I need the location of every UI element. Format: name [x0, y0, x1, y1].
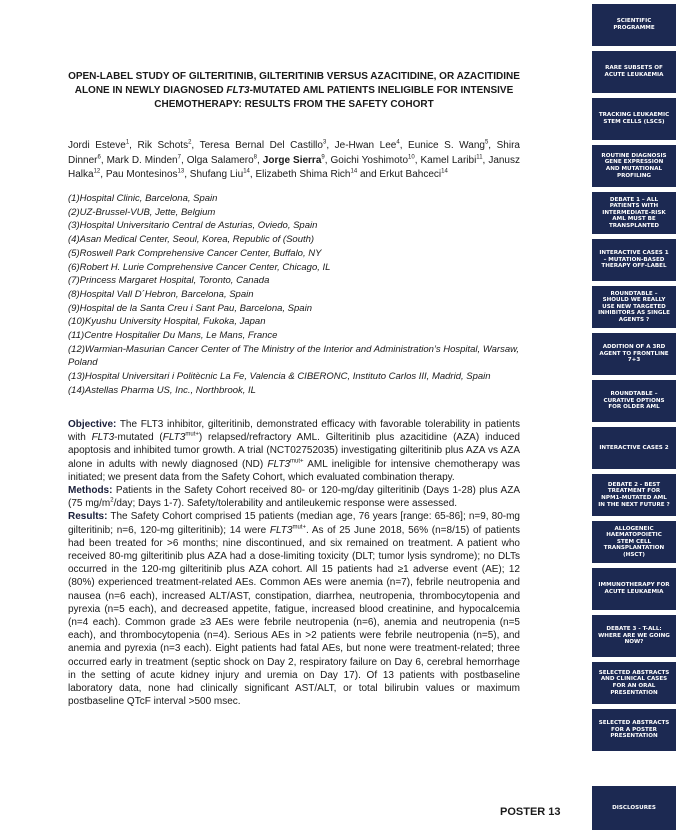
- gene-italic: FLT3: [269, 524, 293, 536]
- author-name: Shira Dinner: [68, 140, 520, 166]
- affiliation-item: (12)Warmian-Masurian Cancer Center of The Ministry of the Interior and Administration’s Hospital, Warsaw, Poland: [68, 343, 520, 369]
- author-affiliation-number: 1: [125, 139, 130, 146]
- author-name: Mark D. Minden: [106, 154, 178, 166]
- results-paragraph: [68, 510, 520, 708]
- author-affiliation-number: 11: [476, 154, 483, 161]
- author-name: Janusz Halka: [68, 154, 520, 180]
- affiliation-item: (10)Kyushu University Hospital, Fukoka, Japan: [68, 316, 266, 328]
- affiliation-item: (5)Roswell Park Comprehensive Cancer Center, Buffalo, NY: [68, 247, 322, 259]
- superscript: mut+: [290, 458, 304, 465]
- methods-label: Methods:: [68, 485, 113, 497]
- author-affiliation-number: 12: [93, 168, 101, 175]
- author-affiliation-number: 2: [188, 139, 192, 146]
- author-affiliation-number: 6: [97, 154, 101, 161]
- author-name: Je-Hwan Lee: [334, 140, 397, 151]
- sidebar-nav-item[interactable]: SCIENTIFIC PROGRAMME: [592, 4, 676, 46]
- author-name: Erkut Bahceci: [379, 169, 442, 180]
- superscript: 2: [110, 497, 114, 504]
- title-part-italic: FLT3: [226, 85, 250, 96]
- author-affiliation-number: 14: [441, 168, 448, 175]
- gene-italic: FLT3: [91, 432, 115, 444]
- sidebar-nav-item[interactable]: ROUNDTABLE – CURATIVE OPTIONS FOR OLDER AML: [592, 380, 676, 422]
- sidebar-nav-item[interactable]: ROUTINE DIAGNOSIS GENE EXPRESSION AND MUTATIONAL PROFILING: [592, 145, 676, 187]
- author-affiliation-number: 5: [484, 139, 489, 146]
- text-segment: AML ineligible for intensive chemotherapy was initiated; we present data from the Safety Cohort, which evaluated combination therapy.: [68, 458, 520, 483]
- text-segment: . As of 25 June 2018, 56% (n=8/15) of patients had been treated for >6 months; nine discontinued, and six remained on treatment. A patient who received 80-mg gilteritinib plus AZA had a dose-limiting toxicity (DLT; tumor lysis syndrome); no DLTs occurred in the 120-mg gilteritinib plus AZA cohort. All 15 patients had ≥1 adverse event (AE); 12 (80%) experienced treatment-related AEs. Common AEs were anemia (n=7), febrile neutropenia and nausea (n=6 each), increased ALT/AST, constipation, diarrhea, neutropenia, thrombocytopenia and pyrexia (n=5 each), and decreased appetite, fatigue, increased blood creatinine, and hypocalcemia (n=4 each). Common grade ≥3 AEs were febrile neutropenia (n=6), anemia and neutropenia (n=5 each), and thrombocytopenia (n=4). Serious AEs in >2 patients were febrile neutropenia (n=5), and anemia and pyrexia (n=3 each). Eight patients had fatal AEs, but none were treatment-related; three occurred early in treatment (septic shock on Day 2, respiratory failure on Day 6, cerebral hemorrhage in the setting of acute kidney injury and uremia on Day 17). Of 13 patients with postbaseline laboratory data, none had clinically significant AST/ALT, or total bilirubin values or maximum postbaseline QTcF interval >500 msec.: [68, 524, 521, 708]
- sidebar-nav-item[interactable]: ALLOGENEIC HAEMATOPOIETIC STEM CELL TRANSPLANTATION (HSCT): [592, 521, 676, 563]
- sidebar-nav-item[interactable]: TRACKING LEUKAEMIC STEM CELLS (LSCS): [592, 98, 676, 140]
- objective-label: Objective:: [68, 419, 117, 430]
- abstract: [68, 418, 520, 708]
- author-affiliation-number: 14: [243, 168, 250, 175]
- author-name: Eunice S. Wang: [408, 140, 485, 151]
- author-affiliation-number: 8: [253, 154, 258, 161]
- sidebar-nav-item[interactable]: IMMUNOTHERAPY FOR ACUTE LEUKAEMIA: [592, 568, 676, 610]
- sidebar-nav-item[interactable]: DEBATE 1 – ALL PATIENTS WITH INTERMEDIATE-RISK AML MUST BE TRANSPLANTED: [592, 192, 676, 234]
- sidebar-nav-item[interactable]: SELECTED ABSTRACTS AND CLINICAL CASES FOR AN ORAL PRESENTATION: [592, 662, 676, 704]
- author-affiliation-number: 3: [322, 139, 327, 146]
- sidebar-nav-item[interactable]: ADDITION OF A 3RD AGENT TO FRONTLINE 7+3: [592, 333, 676, 375]
- affiliation-item: (7)Princess Margaret Hospital, Toronto, Canada: [68, 275, 270, 287]
- author-name: Olga Salamero: [186, 154, 254, 166]
- text-segment: The FLT3 inhibitor, gilteritinib, demonstrated efficacy with favorable tolerability in patients with: [68, 419, 520, 444]
- gene-italic: FLT3: [267, 458, 291, 470]
- author-affiliation-number: 9: [321, 154, 325, 161]
- affiliation-item: (9)Hospital de la Santa Creu i Sant Pau, Barcelona, Spain: [68, 302, 312, 314]
- text-segment: Patients in the Safety Cohort received 80- or 120-mg/day gilteritinib (Days 1-28) plus AZA (75 mg/m: [68, 485, 520, 510]
- author-affiliation-number: 10: [408, 154, 415, 161]
- sidebar-nav-item[interactable]: INTERACTIVE CASES 1 – MUTATION-BASED THERAPY OFF-LABEL: [592, 239, 676, 281]
- gene-italic: FLT3: [162, 432, 186, 444]
- author-name: Goichi Yoshimoto: [330, 154, 409, 166]
- author-name: Kamel Laribi: [420, 154, 477, 166]
- affiliation-item: (3)Hospital Universitario Central de Asturias, Oviedo, Spain: [68, 220, 318, 232]
- title-part: OPEN-LABEL STUDY OF GILTERITINIB, GILTERITINIB VERSUS AZACITIDINE, OR AZACITIDINE ALONE IN NEWLY DIAGNOSED: [68, 71, 520, 96]
- affiliation-item: (14)Astellas Pharma US, Inc., Northbrook, IL: [68, 384, 256, 396]
- sidebar-nav-item[interactable]: DISCLOSURES: [592, 786, 676, 830]
- results-label: Results:: [68, 511, 108, 523]
- text-segment: -mutated (: [114, 432, 163, 444]
- author-name: Jordi Esteve: [68, 140, 126, 151]
- author-affiliation-number: 7: [177, 154, 181, 161]
- author-name: Jorge Sierra: [262, 154, 322, 166]
- author-name: Teresa Bernal Del Castillo: [199, 140, 323, 151]
- text-segment: ) relapsed/refractory AML. Gilteritinib plus azacitidine (AZA) induced apoptosis and inhibited tumor growth. A trial (NCT02752035) investigating gilteritinib plus AZA vs AZA alone in adults with newly diagnosed (ND): [68, 432, 520, 470]
- author-name: Shufang Liu: [189, 169, 244, 180]
- author-list: Jordi Esteve$^1$, Rik Schots$^2$, Teresa Bernal Del Castillo$^3$, Je-Hwan Lee$^4$, Eunice S. Wang$^5$, Shira Dinner$^6$, Mark D. Minden$^7$, Olga Salamero$^8$, Jorge Sierra$^9$, Goichi Yoshimoto$^{10}$, Kamel Laribi$^{11}$, Janusz Halka$^{12}$, Pau Montesinos$^{13}$, Shufang Liu$^{14}$, Elizabeth Shima Rich$^{14}$ and Erkut Bahceci$^{14}$: [68, 139, 520, 180]
- affiliation-item: (4)Asan Medical Center, Seoul, Korea, Republic of (South): [68, 234, 315, 246]
- affiliation-item: (11)Centre Hospitalier Du Mans, Le Mans, France: [68, 330, 278, 342]
- sidebar-nav-item[interactable]: SELECTED ABSTRACTS FOR A POSTER PRESENTATION: [592, 709, 676, 751]
- methods-paragraph: [68, 484, 520, 510]
- title-part: -MUTATED AML PATIENTS INELIGIBLE FOR INTENSIVE CHEMOTHERAPY: RESULTS FROM THE SAFETY COHORT: [154, 85, 514, 110]
- author-name: Elizabeth Shima Rich: [255, 169, 351, 180]
- sidebar-nav-item[interactable]: ROUNDTABLE – SHOULD WE REALLY USE NEW TARGETED INHIBITORS AS SINGLE AGENTS ?: [592, 286, 676, 328]
- superscript: mut+: [292, 524, 306, 531]
- text-segment: /day; Days 1-7). Safety/tolerability and antileukemic response were assessed.: [113, 498, 458, 510]
- objective-paragraph: [68, 418, 520, 484]
- author-name: Rik Schots: [137, 140, 189, 151]
- affiliation-item: (13)Hospital Universitari i Politècnic La Fe, Valencia & CIBERONC, Instituto Carlos III, Madrid, Spain: [68, 371, 491, 383]
- affiliation-item: (6)Robert H. Lurie Comprehensive Cancer Center, Chicago, IL: [68, 261, 331, 273]
- document-title: [68, 70, 520, 112]
- author-affiliation-number: 14: [350, 168, 358, 175]
- author-affiliation-number: 13: [177, 168, 185, 175]
- text-segment: The Safety Cohort comprised 15 patients (median age, 76 years [range: 65-86]; n=9, 80-mg gilteritinib; n=6, 120-mg gilteritinib); 14 were: [68, 511, 520, 536]
- sidebar-nav-item[interactable]: INTERACTIVE CASES 2: [592, 427, 676, 469]
- author-name: Pau Montesinos: [105, 169, 178, 180]
- poster-label: POSTER 13: [500, 806, 561, 818]
- affiliation-list: [68, 192, 520, 398]
- affiliation-item: (2)UZ-Brussel-VUB, Jette, Belgium: [68, 206, 216, 218]
- superscript: mut+: [185, 431, 199, 438]
- sidebar-nav: [592, 0, 676, 832]
- author-affiliation-number: 4: [396, 139, 400, 146]
- affiliation-item: (1)Hospital Clinic, Barcelona, Spain: [68, 193, 218, 204]
- sidebar-nav-item[interactable]: DEBATE 3 - T-ALL: WHERE ARE WE GOING NOW?: [592, 615, 676, 657]
- sidebar-nav-item[interactable]: DEBATE 2 - BEST TREATMENT FOR NPM1-MUTATED AML IN THE NEXT FUTURE ?: [592, 474, 676, 516]
- sidebar-nav-item[interactable]: RARE SUBSETS OF ACUTE LEUKAEMIA: [592, 51, 676, 93]
- affiliation-item: (8)Hospital Vall D´Hebron, Barcelona, Spain: [68, 288, 254, 300]
